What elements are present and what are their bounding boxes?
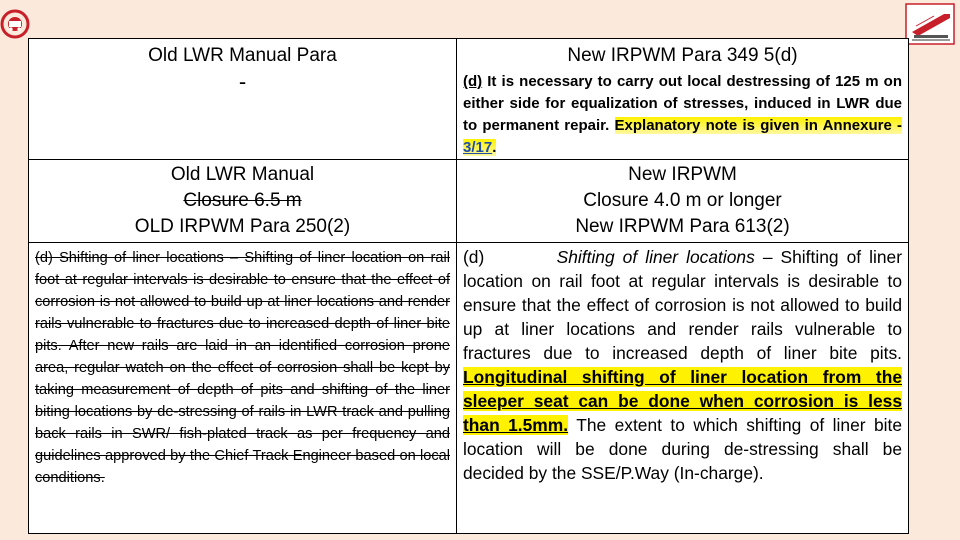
old-header-title: Old LWR Manual Para (148, 45, 337, 66)
new-para-italic: Shifting of liner locations (556, 247, 755, 267)
note-explanatory: Explanatory note is given in Annexure - (614, 117, 902, 134)
new-section-cell (457, 160, 909, 243)
new-para-ref: New IRPWM Para 613(2) (575, 216, 790, 237)
old-paragraph-cell (29, 243, 457, 534)
new-section-heading (463, 160, 902, 242)
new-closure: Closure 4.0 m or longer (583, 190, 782, 211)
explanatory-note (463, 69, 902, 159)
old-paragraph: (d) Shifting of liner locations – Shifting of liner location on rail foot at regular intervals is desirable to ensure that the effect of corrosion is not allowed to build up at liner locations and render rails vulnerable to fractures due to increased depth of liner bite pits. After new rails are laid in an identified corrosion prone area, regular watch on the effect of corrosion shall be kept by taking measurement of depth of pits and shifting of the liner biting locations by de-stressing of rails in LWR track and pulling back rails in SWR/ fish-plated track as per frequency and guidelines approved by the Chief Track Engineer based on local conditions. (35, 250, 450, 486)
old-header-dash: - (238, 69, 247, 94)
note-label: (d) (463, 73, 483, 90)
annexure-link[interactable]: 3/17 (463, 139, 493, 156)
old-closure: Closure 6.5 m (183, 190, 302, 211)
new-paragraph-cell (457, 243, 909, 534)
old-para-ref: OLD IRPWM Para 250(2) (134, 216, 351, 237)
new-para-highlight: Longitudinal shifting of liner location from the sleeper seat can be done when corrosion is less than 1.5mm. (463, 367, 902, 435)
old-section-line1: Old LWR Manual (170, 164, 315, 185)
old-header-cell (29, 39, 457, 160)
comparison-table (28, 38, 909, 534)
note-period: . (492, 139, 497, 156)
new-para-text1: – Shifting of liner location on rail foot at regular intervals is desirable to ensure that the effect of corrosion is not allowed to build up at liner locations and render rails vulnerable to fractures due to increased depth of liner bite pits. (463, 247, 902, 363)
railway-train-logo-icon (904, 2, 956, 46)
new-para-label: (d) (463, 247, 485, 267)
new-header-title: New IRPWM Para 349 5(d) (567, 45, 798, 66)
new-paragraph (463, 243, 902, 485)
note-text: It is necessary to carry out local destressing of 125 m on either side for equalization of stresses, induced in LWR due to permanent repair. (463, 73, 902, 134)
new-para-text2: The extent to which shifting of liner bite location will be done during de-stressing shall be decided by the SSE/P.Way (In-charge). (463, 415, 902, 483)
old-section-heading (35, 160, 450, 242)
new-header-cell (457, 39, 909, 160)
old-section-cell (29, 160, 457, 243)
new-section-line1: New IRPWM (628, 164, 737, 185)
indian-railways-emblem-icon (0, 2, 30, 46)
